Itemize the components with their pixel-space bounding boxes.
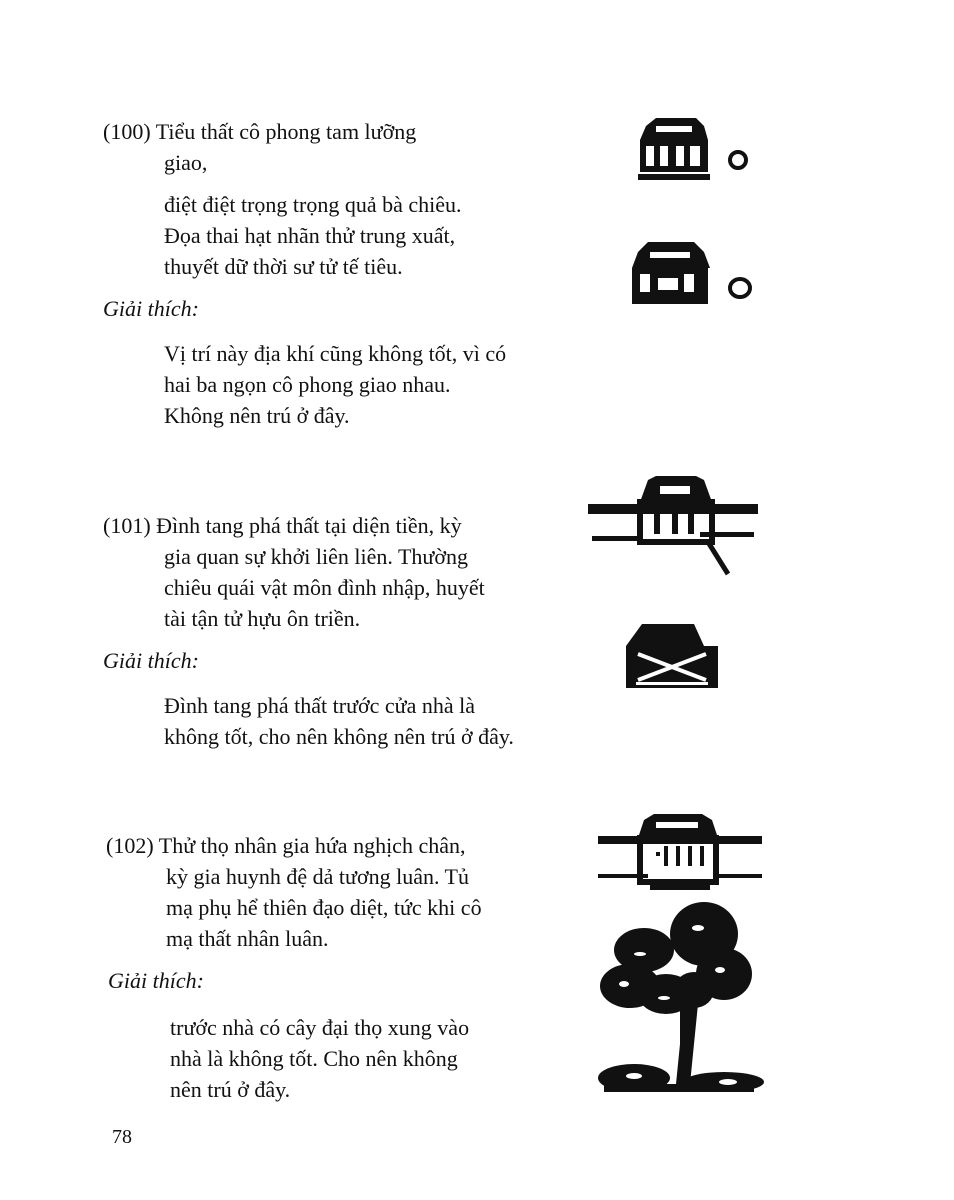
- explanation-line: Vị trí này địa khí cũng không tốt, vì có: [164, 341, 507, 366]
- big-tree-icon: [594, 894, 770, 1102]
- house-with-roads-icon: [588, 474, 758, 584]
- explanation-line: nhà là không tốt. Cho nên không: [170, 1046, 458, 1071]
- explanation-line: trước nhà có cây đại thọ xung vào: [170, 1015, 470, 1040]
- verse-line: Đình tang phá thất tại diện tiền, kỳ: [156, 513, 462, 538]
- verse-line: Thử thọ nhân gia hứa nghịch chân,: [158, 833, 466, 858]
- verse-line: chiêu quái vật môn đình nhập, huyết: [164, 575, 485, 600]
- explanation-line: Đình tang phá thất trước cửa nhà là: [164, 693, 475, 718]
- verse-line: mạ phụ hể thiên đạo diệt, tức khi cô: [166, 895, 482, 920]
- verse-line: mạ thất nhân luân.: [166, 926, 329, 951]
- house-icon: [634, 114, 754, 184]
- explanation-line: không tốt, cho nên không nên trú ở đây.: [164, 724, 514, 749]
- entry-101-line-1: [103, 510, 462, 541]
- verse-line: Đọa thai hạt nhãn thử trung xuất,: [164, 223, 456, 248]
- entry-number: (100): [103, 119, 151, 144]
- verse-line: kỳ gia huynh đệ dả tương luân. Tủ: [166, 864, 469, 889]
- verse-line: tài tận tử hựu ôn triền.: [164, 606, 361, 631]
- verse-line: thuyết dữ thời sư tử tế tiêu.: [164, 254, 403, 279]
- page-number: 78: [112, 1126, 132, 1148]
- explanation-line: Không nên trú ở đây.: [164, 403, 350, 428]
- verse-line: gia quan sự khởi liên liên. Thường: [164, 544, 468, 569]
- verse-line: Tiểu thất cô phong tam lưỡng: [155, 119, 417, 144]
- entry-102-line-1: [106, 830, 465, 861]
- explanation-label: Giải thích:: [103, 296, 199, 321]
- house-icon: [628, 238, 754, 310]
- verse-line: giao,: [164, 150, 208, 175]
- entry-number: (102): [106, 833, 154, 858]
- explanation-line: nên trú ở đây.: [170, 1077, 291, 1102]
- explanation-line: hai ba ngọn cô phong giao nhau.: [164, 372, 451, 397]
- explanation-label: Giải thích:: [103, 648, 199, 673]
- verse-line: điệt điệt trọng trọng quả bà chiêu.: [164, 192, 462, 217]
- entry-100-line-1: [103, 116, 416, 147]
- house-with-roads-icon: [598, 812, 762, 892]
- broken-house-icon: [622, 620, 722, 692]
- explanation-label: Giải thích:: [108, 968, 204, 993]
- entry-number: (101): [103, 513, 151, 538]
